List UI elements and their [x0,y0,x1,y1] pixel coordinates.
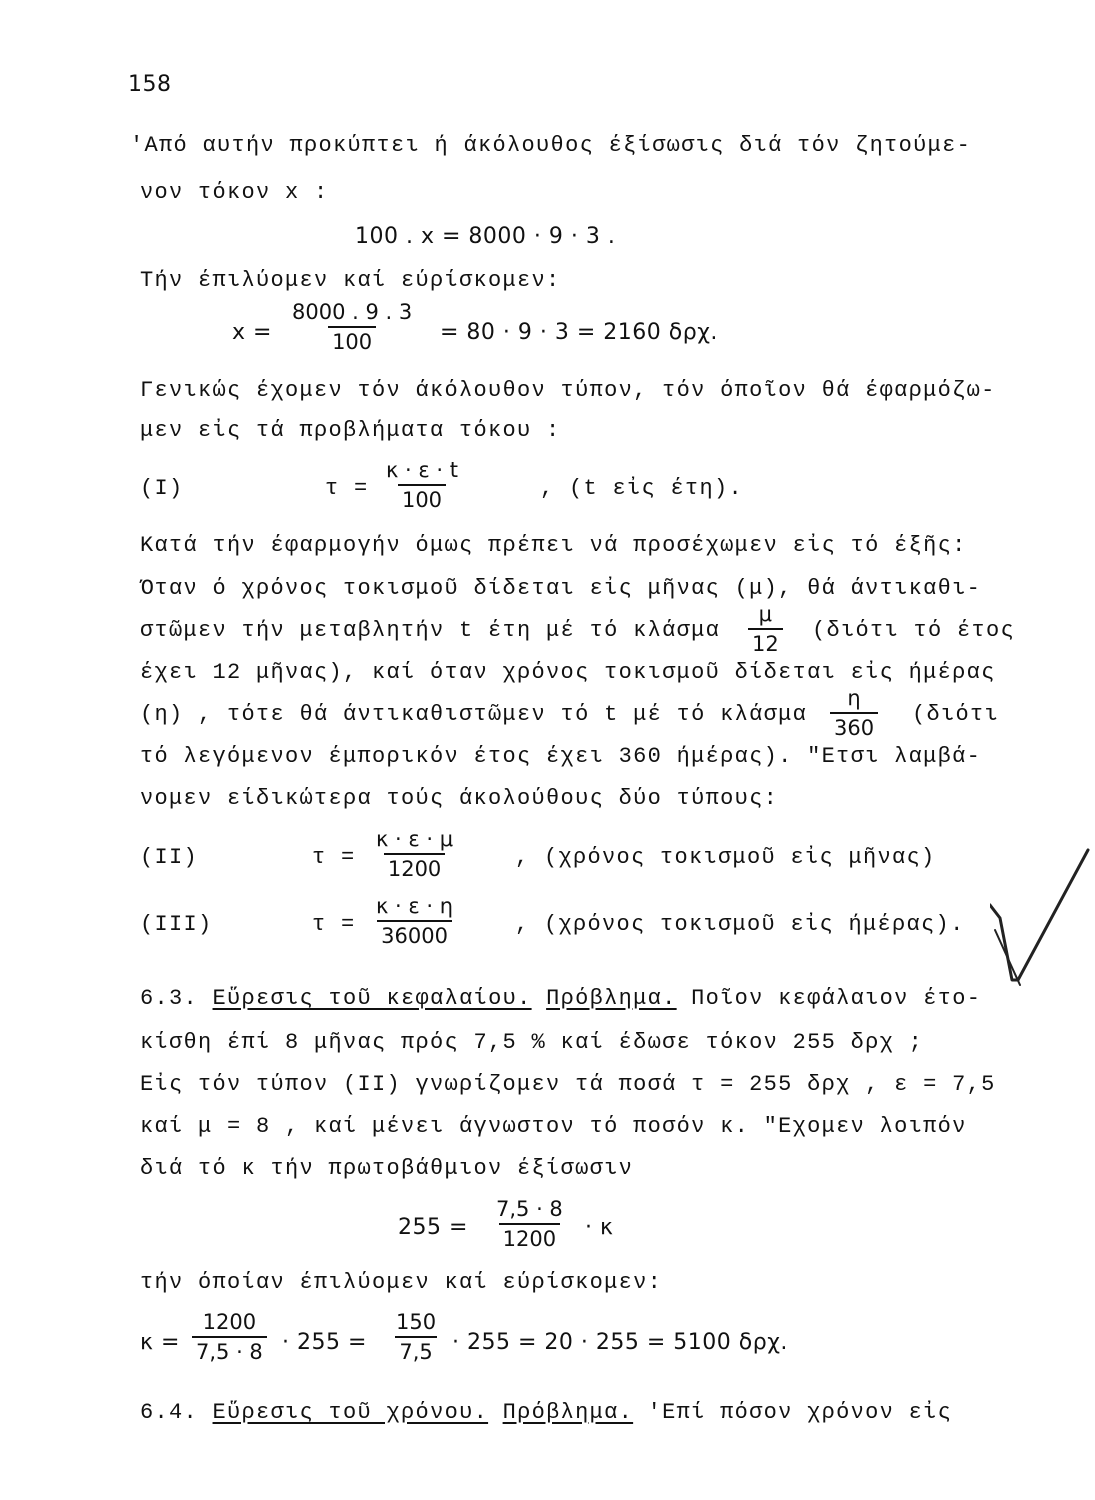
solve-text-2: τήν όποίαν έπιλύομεν καί εύρίσκομεν: [140,1270,663,1295]
section-6-3-heading-line [140,986,981,1012]
section-6-4-title: Εὕρεσις τοῦ χρόνου. [212,1400,489,1425]
paragraph2-line3b: (διότι τό έτος [812,618,1016,643]
section-6-3-title: Εὕρεσις τοῦ κεφαλαίου. [212,986,532,1011]
paragraph2-line4: έχει 12 μῆνας), καί όταν χρόνος τοκισμοῦ δίδεται εἰς ήμέρας [140,660,996,685]
handwritten-checkmark-icon [990,820,1090,1000]
formula-2-denominator: 1200 [384,853,445,881]
equation-4-fraction-1-numerator: 1200 [202,1310,257,1334]
formula-1-note: , (t εἰς έτη). [540,476,744,501]
formula-2-lhs: τ = [312,845,356,870]
equation-2-rhs: = 80 · 9 · 3 = 2160 δρχ. [440,320,718,345]
equation-2-fraction [288,300,416,354]
equation-3-rhs: · κ [585,1215,614,1240]
equation-3-denominator: 1200 [499,1223,560,1251]
formula-1-fraction [382,458,462,512]
formula-1-numerator: κ · ε · t [386,458,459,482]
equation-3-fraction [492,1197,567,1251]
equation-3-lhs: 255 = [398,1215,468,1240]
section-6-3-line4: καί μ = 8 , καί μένει άγνωστον τό ποσόν κ. "Εχομεν λοιπόν [140,1114,967,1139]
formula-3-denominator: 36000 [377,920,452,948]
formula-2-numerator: κ · ε · μ [376,827,454,851]
formula-2-note: , (χρόνος τοκισμοῦ εἰς μῆνας) [515,845,936,870]
mu-denominator: 12 [748,628,783,656]
formula-1-lhs: τ = [325,476,369,501]
section-6-3-number: 6.3. [140,986,199,1011]
page-number: 158 [128,72,172,97]
section-6-3-line3: Εἰς τόν τύπον (II) γνωρίζομεν τά ποσά τ = 255 δρχ , ε = 7,5 [140,1072,996,1097]
equation-4-lhs: κ = [140,1330,180,1355]
paragraph2-line3a: στῶμεν τήν μεταβλητήν t έτη μέ τό κλάσμα [140,618,721,643]
equation-4-fraction-2 [392,1310,440,1364]
formula-3-fraction [372,894,457,948]
formula-1-denominator: 100 [398,484,446,512]
formula-1-label: (I) [140,476,184,501]
equation-4-fraction-2-denominator: 7,5 [395,1336,436,1364]
formula-3-label: (III) [140,912,213,937]
equation-1: 100 . x = 8000 · 9 · 3 . [355,224,616,249]
general-line1: Γενικώς έχομεν τόν άκόλουθον τύπον, τόν όποῖον θά έφαρμόζω- [140,378,996,403]
paragraph2-line6: τό λεγόμενον έμπορικόν έτος έχει 360 ήμέρας). "Ετσι λαμβά- [140,744,982,769]
mu-over-12-fraction [748,602,783,656]
solve-text-1: Τήν έπιλύομεν καί εύρίσκομεν: [140,268,561,293]
formula-3-lhs: τ = [312,912,356,937]
equation-4-fraction-1 [192,1310,267,1364]
paragraph2-line2: Όταν ό χρόνος τοκισμοῦ δίδεται εἰς μῆνας (μ), θά άντικαθι- [140,576,982,601]
eta-denominator: 360 [830,712,878,740]
mu-numerator: μ [758,602,773,626]
equation-4-rhs: · 255 = 20 · 255 = 5100 δρχ. [452,1330,788,1355]
general-line2: μεν εἰς τά προβλήματα τόκου : [140,418,561,443]
section-6-4-line1-rest: 'Επί πόσον χρόνον εἰς [647,1400,953,1425]
section-6-4-problem-label: Πρόβλημα. [502,1400,634,1425]
section-6-3-line1-rest: Ποῖον κεφάλαιον έτο- [691,986,982,1011]
eta-over-360-fraction [830,686,878,740]
equation-2-denominator: 100 [328,326,376,354]
equation-4-mid: · 255 = [282,1330,367,1355]
eta-numerator: η [847,686,861,710]
paragraph1-line1: 'Από αυτήν προκύπτει ή άκόλουθος έξίσωσις διά τόν ζητούμε- [130,133,972,158]
equation-2-lhs: x = [232,320,272,345]
equation-4-fraction-2-numerator: 150 [396,1310,437,1334]
paragraph2-line7: νομεν είδικώτερα τούς άκολούθους δύο τύπους: [140,786,779,811]
section-6-3-line2: κίσθη έπί 8 μῆνας πρός 7,5 % καί έδωσε τόκον 255 δρχ ; [140,1030,924,1055]
equation-3-numerator: 7,5 · 8 [496,1197,563,1221]
formula-2-fraction [372,827,457,881]
paragraph2-line1: Κατά τήν έφαρμογήν όμως πρέπει νά προσέχωμεν εἰς τό έξῆς: [140,533,967,558]
section-6-3-problem-label: Πρόβλημα. [546,986,677,1011]
formula-3-note: , (χρόνος τοκισμοῦ εἰς ήμέρας). [515,912,965,937]
section-6-4-number: 6.4. [140,1400,199,1425]
equation-4-fraction-1-denominator: 7,5 · 8 [192,1336,267,1364]
formula-3-numerator: κ · ε · η [376,894,454,918]
formula-2-label: (II) [140,845,199,870]
paragraph1-line2: νον τόκον x : [140,180,329,205]
section-6-4-heading-line [140,1400,952,1426]
equation-2-numerator: 8000 . 9 . 3 [292,300,413,324]
paragraph2-line5b: (διότι [912,702,1000,727]
paragraph2-line5a: (η) , τότε θά άντικαθιστῶμεν τό t μέ τό κλάσμα [140,702,808,727]
section-6-3-line5: διά τό κ τήν πρωτοβάθμιον έξίσωσιν [140,1156,634,1181]
